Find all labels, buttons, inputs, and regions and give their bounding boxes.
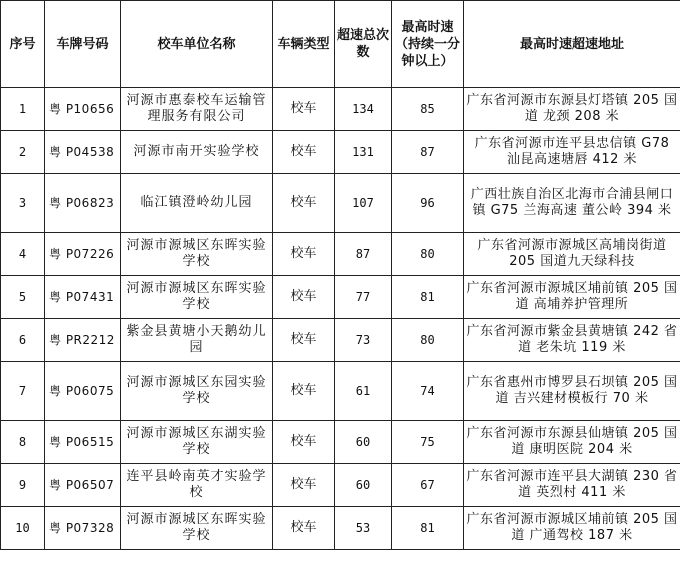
row-address: 广西壮族自治区北海市合浦县闸口镇 G75 兰海高速 董公岭 394 米 (464, 174, 680, 233)
table-row (1, 88, 680, 131)
table-row (1, 131, 680, 174)
row-unit: 河源市源城区东湖实验学校 (121, 421, 273, 464)
row-unit: 河源市源城区东晖实验学校 (121, 276, 273, 319)
row-total: 134 (335, 88, 392, 131)
row-plate: 粤 P07431 (45, 276, 121, 319)
table-row (1, 421, 680, 464)
row-address: 广东省河源市连平县忠信镇 G78 汕昆高速塘唇 412 米 (464, 131, 680, 174)
row-unit: 河源市南开实验学校 (121, 131, 273, 174)
row-address: 广东省河源市东源县灯塔镇 205 国道 龙颈 208 米 (464, 88, 680, 131)
row-type: 校车 (273, 362, 335, 421)
row-address: 广东省河源市东源县仙塘镇 205 国道 康明医院 204 米 (464, 421, 680, 464)
row-plate: 粤 P06507 (45, 464, 121, 507)
row-unit: 连平县岭南英才实验学校 (121, 464, 273, 507)
row-type: 校车 (273, 276, 335, 319)
table-row (1, 362, 680, 421)
row-total: 60 (335, 421, 392, 464)
row-max-speed: 67 (392, 464, 464, 507)
row-address: 广东省河源市源城区高埔岗街道 205 国道九天绿科技 (464, 233, 680, 276)
row-type: 校车 (273, 174, 335, 233)
row-address: 广东省河源市源城区埔前镇 205 国道 高埔养护管理所 (464, 276, 680, 319)
row-max-speed: 81 (392, 507, 464, 550)
row-type: 校车 (273, 319, 335, 362)
table-row (1, 507, 680, 550)
row-max-speed: 87 (392, 131, 464, 174)
row-plate: 粤 PR2212 (45, 319, 121, 362)
row-plate: 粤 P06075 (45, 362, 121, 421)
header-seq: 序号 (1, 1, 45, 88)
row-seq: 7 (1, 362, 45, 421)
row-max-speed: 80 (392, 233, 464, 276)
row-unit: 紫金县黄塘小天鹅幼儿园 (121, 319, 273, 362)
row-unit: 河源市源城区东晖实验学校 (121, 233, 273, 276)
header-type: 车辆类型 (273, 1, 335, 88)
row-max-speed: 96 (392, 174, 464, 233)
row-seq: 2 (1, 131, 45, 174)
row-plate: 粤 P06515 (45, 421, 121, 464)
row-seq: 6 (1, 319, 45, 362)
row-type: 校车 (273, 507, 335, 550)
row-max-speed: 75 (392, 421, 464, 464)
row-total: 131 (335, 131, 392, 174)
row-seq: 4 (1, 233, 45, 276)
table-row (1, 174, 680, 233)
row-plate: 粤 P04538 (45, 131, 121, 174)
row-plate: 粤 P07328 (45, 507, 121, 550)
row-max-speed: 81 (392, 276, 464, 319)
header-max-speed: 最高时速（持续一分钟以上） (392, 1, 464, 88)
row-total: 61 (335, 362, 392, 421)
row-total: 73 (335, 319, 392, 362)
row-max-speed: 74 (392, 362, 464, 421)
header-unit: 校车单位名称 (121, 1, 273, 88)
row-unit: 河源市惠泰校车运输管理服务有限公司 (121, 88, 273, 131)
row-address: 广东省惠州市博罗县石坝镇 205 国道 吉兴建材模板行 70 米 (464, 362, 680, 421)
row-type: 校车 (273, 88, 335, 131)
row-total: 77 (335, 276, 392, 319)
row-total: 107 (335, 174, 392, 233)
row-seq: 1 (1, 88, 45, 131)
row-address: 广东省河源市紫金县黄塘镇 242 省道 老朱坑 119 米 (464, 319, 680, 362)
table-row (1, 319, 680, 362)
header-plate: 车牌号码 (45, 1, 121, 88)
row-seq: 10 (1, 507, 45, 550)
row-seq: 8 (1, 421, 45, 464)
row-plate: 粤 P10656 (45, 88, 121, 131)
row-total: 60 (335, 464, 392, 507)
table-row (1, 233, 680, 276)
row-total: 87 (335, 233, 392, 276)
row-plate: 粤 P06823 (45, 174, 121, 233)
row-plate: 粤 P07226 (45, 233, 121, 276)
header-row (1, 1, 680, 88)
row-address: 广东省河源市连平县大湖镇 230 省道 英烈村 411 米 (464, 464, 680, 507)
row-type: 校车 (273, 421, 335, 464)
header-address: 最高时速超速地址 (464, 1, 680, 88)
row-unit: 河源市源城区东晖实验学校 (121, 507, 273, 550)
row-seq: 3 (1, 174, 45, 233)
table-row (1, 276, 680, 319)
row-seq: 5 (1, 276, 45, 319)
row-total: 53 (335, 507, 392, 550)
row-type: 校车 (273, 131, 335, 174)
row-type: 校车 (273, 233, 335, 276)
header-total: 超速总次数 (335, 1, 392, 88)
row-unit: 河源市源城区东园实验学校 (121, 362, 273, 421)
table-row (1, 464, 680, 507)
row-max-speed: 85 (392, 88, 464, 131)
row-type: 校车 (273, 464, 335, 507)
row-seq: 9 (1, 464, 45, 507)
row-max-speed: 80 (392, 319, 464, 362)
row-unit: 临江镇澄岭幼儿园 (121, 174, 273, 233)
row-address: 广东省河源市源城区埔前镇 205 国道 广通驾校 187 米 (464, 507, 680, 550)
